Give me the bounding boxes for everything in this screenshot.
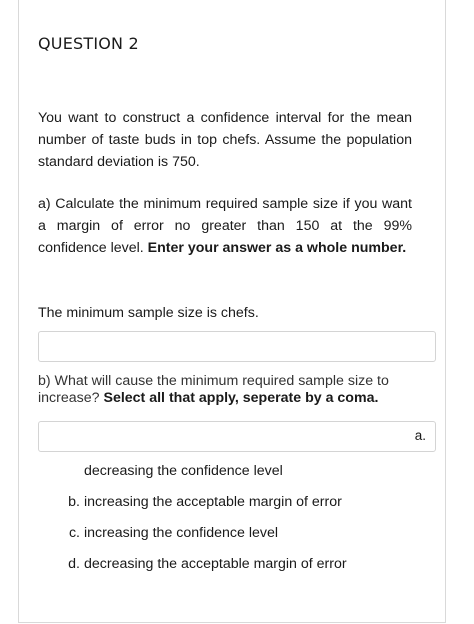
option-label: increasing the confidence level bbox=[84, 525, 279, 541]
option-label: decreasing the acceptable margin of error bbox=[84, 556, 347, 572]
option-item bbox=[60, 492, 347, 523]
option-item bbox=[60, 461, 347, 492]
option-letter: b. bbox=[68, 494, 80, 510]
part-b-instruction: Select all that apply, seperate by a coma. bbox=[103, 390, 379, 406]
part-b-text: b) What will cause the minimum required sample size to increase? bbox=[38, 373, 389, 406]
part-b-prompt bbox=[38, 373, 438, 407]
min-sample-sentence: The minimum sample size is chefs. bbox=[38, 305, 259, 321]
option-item bbox=[60, 554, 347, 585]
option-item bbox=[60, 523, 347, 554]
increase-causes-answer-value: a. bbox=[414, 428, 426, 443]
increase-causes-answer-input[interactable] bbox=[38, 421, 436, 452]
option-letter: d. bbox=[68, 556, 80, 572]
part-a-instruction: Enter your answer as a whole number. bbox=[147, 240, 407, 256]
part-a-prompt bbox=[38, 193, 412, 259]
option-label: decreasing the confidence level bbox=[84, 463, 283, 479]
part-a-text: a) Calculate the minimum required sample size if you want a margin of error no greater than 150 at the 99% confidence level. bbox=[38, 196, 412, 256]
option-letter: c. bbox=[68, 525, 80, 541]
question-title: QUESTION 2 bbox=[38, 34, 139, 53]
options-list bbox=[60, 461, 347, 585]
sample-size-answer-input[interactable] bbox=[38, 331, 436, 362]
option-label: increasing the acceptable margin of error bbox=[84, 494, 342, 510]
question-intro: You want to construct a confidence interval for the mean number of taste buds in top chefs. Assume the population standard deviation is 750. bbox=[38, 110, 412, 170]
